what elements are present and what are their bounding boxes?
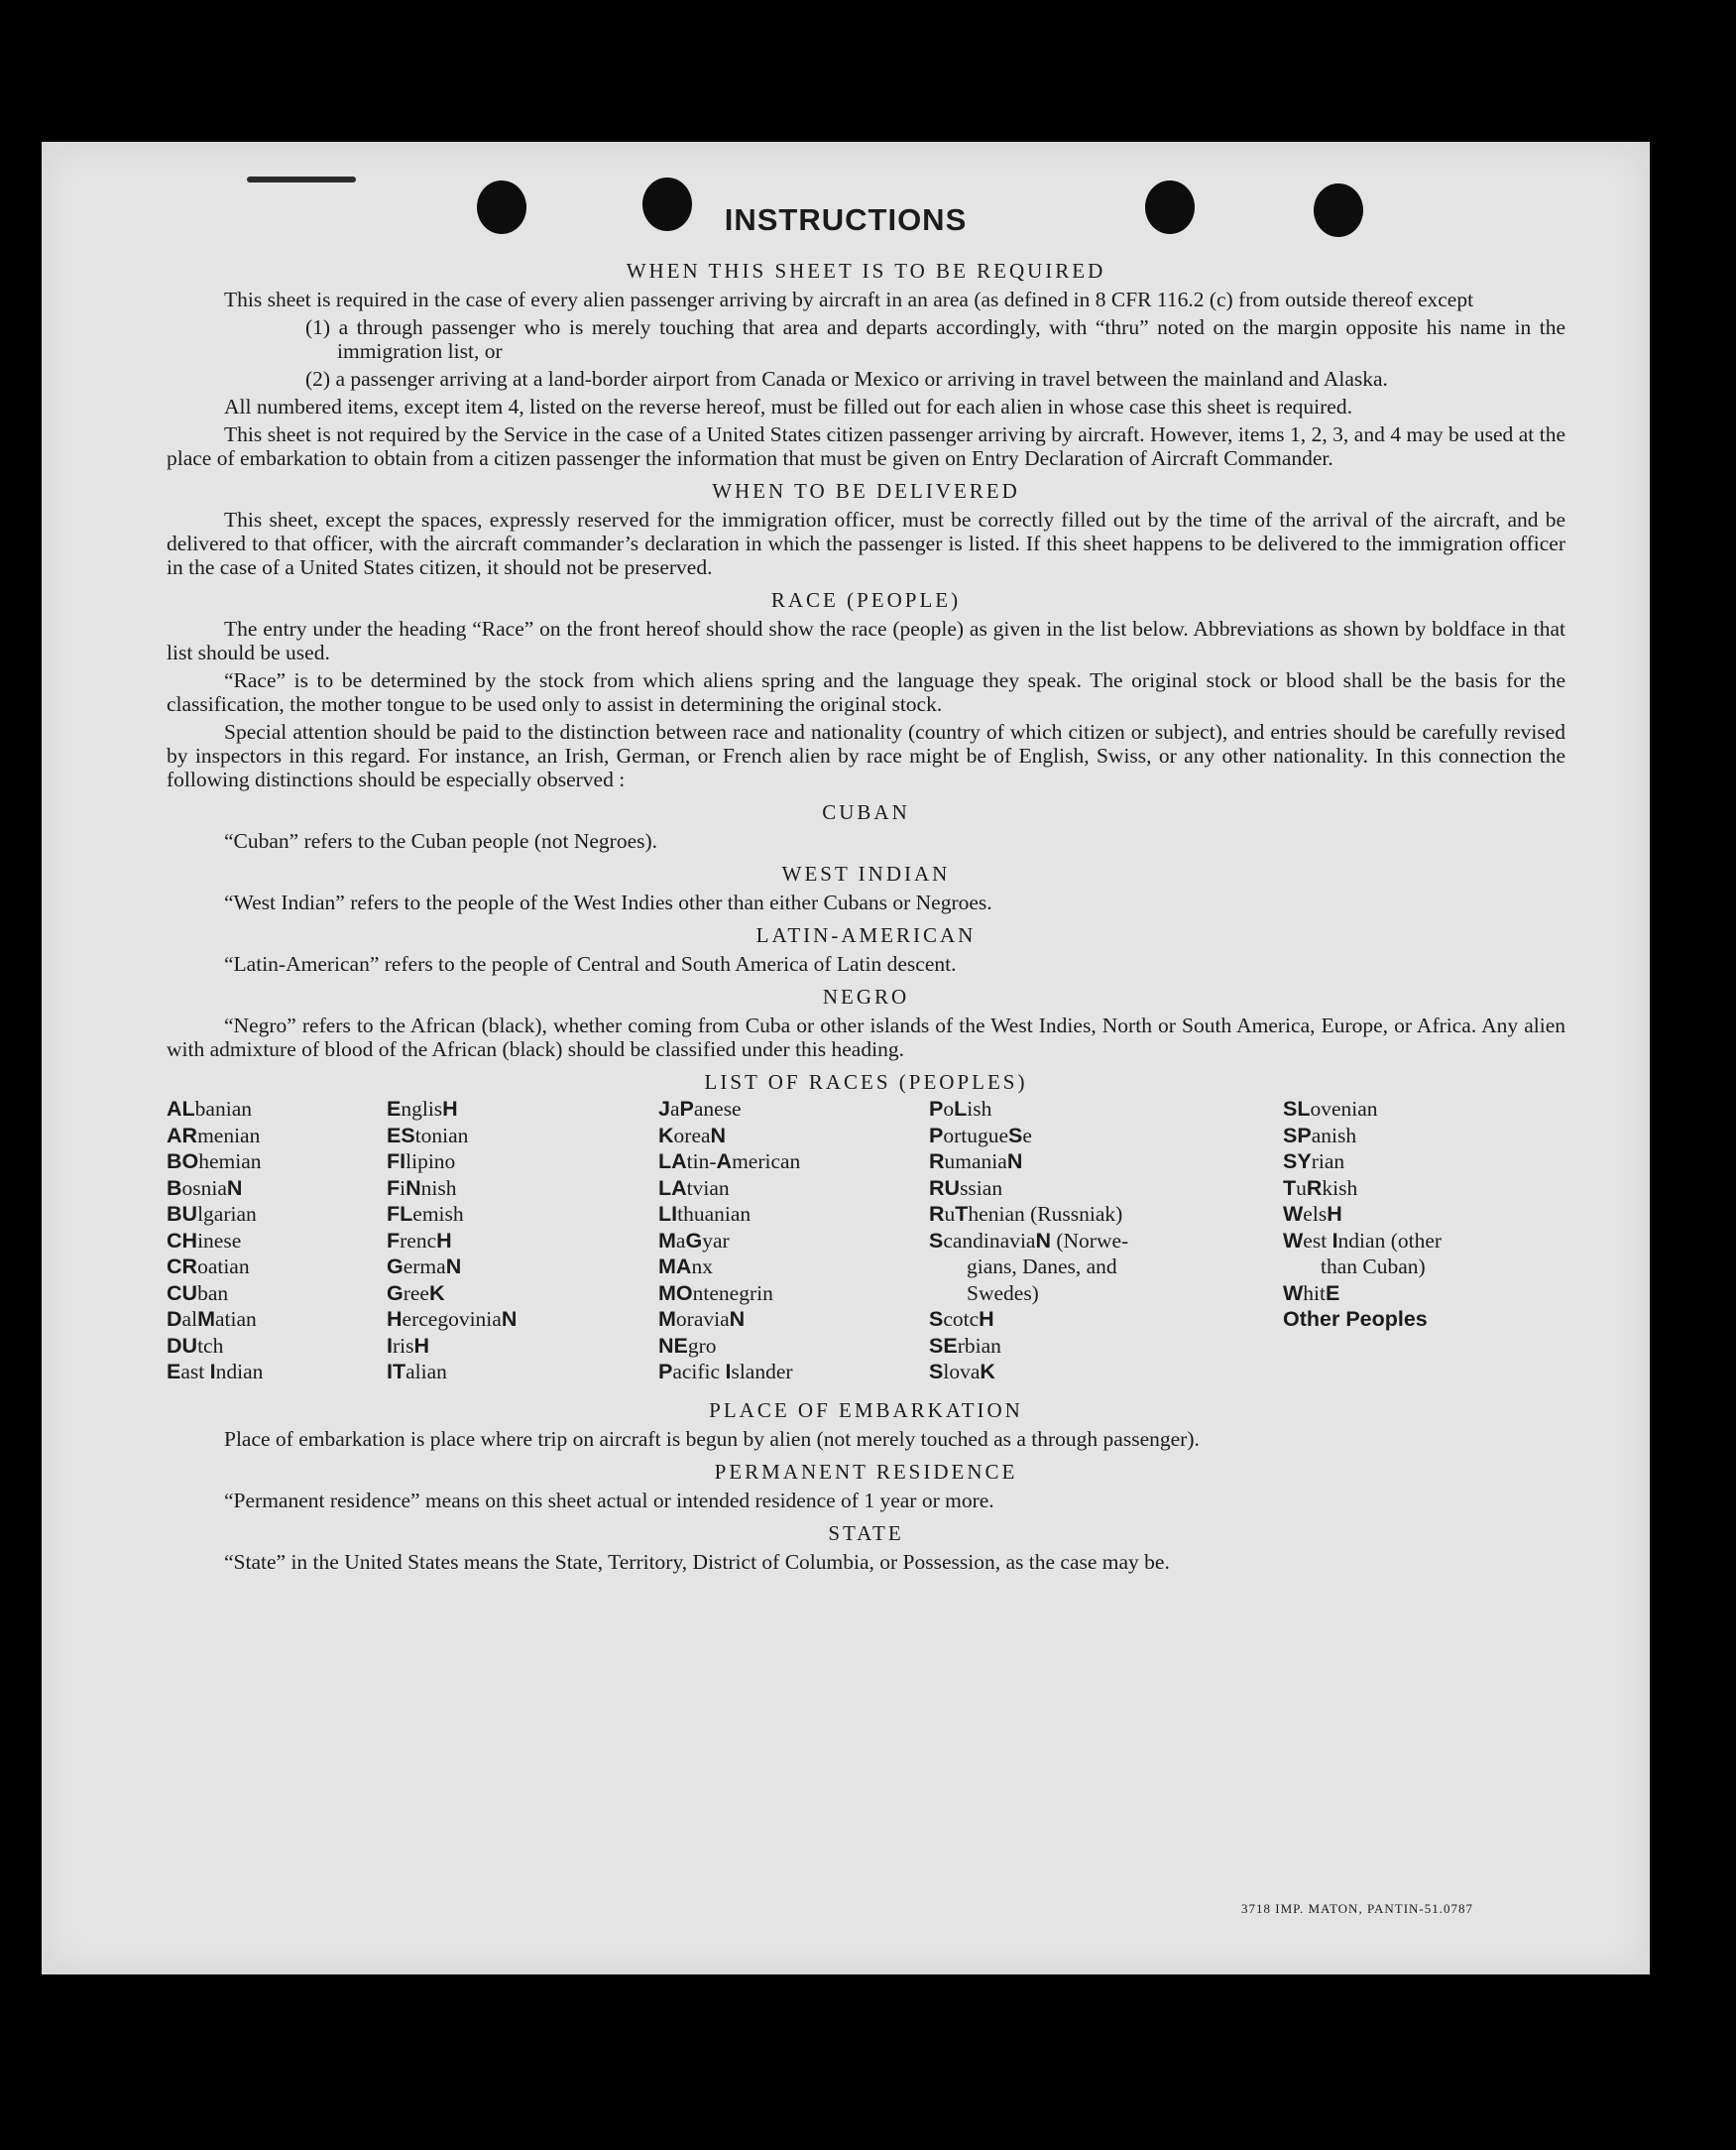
heading-negro: NEGRO — [822, 985, 910, 1009]
race-entry: GreeK — [387, 1280, 445, 1305]
races-column — [658, 1096, 800, 1385]
heading-residence: PERMANENT RESIDENCE — [714, 1460, 1018, 1484]
paragraph: “Race” is to be determined by the stock from which aliens spring and the language they speak. The original stock or blood shall be the basis for the classification, the mother tongue to be used only to assist in determining the original stock. — [167, 668, 1565, 716]
race-entry: Pacific Islander — [658, 1360, 793, 1383]
race-entry: West Indian (other — [1283, 1228, 1443, 1253]
exception-item: (2) a passenger arriving at a land-border airport from Canada or Mexico or arriving in travel between the mainland and Alaska. — [305, 367, 1388, 391]
races-list — [167, 1096, 1565, 1389]
exception-item: (1) a through passenger who is merely touching that area and departs accordingly, with “thru” noted on the margin opposite his name in the immigration list, or — [305, 315, 1565, 363]
race-entry: CHinese — [167, 1228, 242, 1253]
race-entry: than Cuban) — [1321, 1254, 1426, 1278]
printer-imprint: 3718 IMP. MATON, PANTIN-51.0787 — [1241, 1901, 1473, 1916]
ink-smudge — [247, 177, 356, 182]
race-entry: RuThenian (Russniak) — [929, 1202, 1123, 1226]
paragraph: This sheet, except the spaces, expressly reserved for the immigration officer, must be correctly filled out by the time of the arrival of the aircraft, and be delivered to that officer, with the aircraft commander’s declaration in which the passenger is listed. If this sheet happens to be delivered to the immigration officer in the case of a United States citizen, it should not be preserved. — [167, 508, 1565, 579]
heading-delivered: WHEN TO BE DELIVERED — [712, 479, 1020, 503]
race-entry: MoraviaN — [658, 1307, 746, 1331]
race-entry: CRoatian — [167, 1254, 250, 1278]
race-entry: GermaN — [387, 1254, 462, 1278]
race-entry: JaPanese — [658, 1097, 742, 1121]
race-entry: SErbian — [929, 1333, 1001, 1358]
race-entry: SYrian — [1283, 1149, 1345, 1173]
race-entry: HercegoviniaN — [387, 1307, 518, 1331]
race-entry: BOhemian — [167, 1149, 262, 1173]
race-entry: IrisH — [387, 1333, 430, 1358]
race-entry: FLemish — [387, 1202, 464, 1226]
heading-embarkation: PLACE OF EMBARKATION — [709, 1398, 1023, 1422]
definition: “Cuban” refers to the Cuban people (not Negroes). — [224, 829, 658, 853]
race-entry: BUlgarian — [167, 1202, 257, 1226]
race-entry: DUtch — [167, 1333, 224, 1358]
race-entry: WelsH — [1283, 1202, 1342, 1226]
race-entry: Other Peoples — [1283, 1307, 1428, 1331]
paragraph: Special attention should be paid to the distinction between race and nationality (country of which citizen or subject), and entries should be carefully revised by inspectors in this regard. For instance, an Irish, German, or French alien by race might be of English, Swiss, or any other nationality. In this connection the following distinctions should be especially observed : — [167, 720, 1565, 791]
heading-west-indian: WEST INDIAN — [781, 862, 951, 886]
race-entry: FIlipino — [387, 1149, 456, 1173]
race-entry: LAtin-American — [658, 1149, 801, 1173]
race-entry: SLovenian — [1283, 1097, 1378, 1121]
race-entry: ARmenian — [167, 1123, 261, 1147]
heading-state: STATE — [828, 1521, 904, 1545]
race-entry: WhitE — [1283, 1280, 1340, 1305]
race-entry: PortugueSe — [929, 1123, 1032, 1147]
races-column — [167, 1096, 263, 1385]
paragraph: This sheet is not required by the Service in the case of a United States citizen passenger arriving by aircraft. However, items 1, 2, 3, and 4 may be used at the place of embarkation to obtain from a citizen passenger the information that must be given on Entry Declaration of Aircraft Commander. — [167, 422, 1565, 470]
paragraph: All numbered items, except item 4, listed on the reverse hereof, must be filled out for each alien in whose case this sheet is required. — [224, 395, 1352, 418]
heading-list-of-races: LIST OF RACES (PEOPLES) — [704, 1070, 1028, 1094]
race-entry: Swedes) — [967, 1280, 1039, 1305]
race-entry: DalMatian — [167, 1307, 257, 1331]
race-entry: ScotcH — [929, 1307, 994, 1331]
definition: Place of embarkation is place where trip on aircraft is begun by alien (not merely touched as a through passenger). — [224, 1427, 1200, 1451]
race-entry: MaGyar — [658, 1228, 730, 1253]
definition: “Permanent residence” means on this sheet actual or intended residence of 1 year or more. — [224, 1489, 994, 1512]
instructions-body — [167, 250, 1565, 1578]
definition: “Latin-American” refers to the people of Central and South America of Latin descent. — [224, 952, 957, 976]
races-column — [387, 1096, 517, 1385]
definition: “Negro” refers to the African (black), whether coming from Cuba or other islands of the West Indies, North or South America, Europe, or Africa. Any alien with admixture of blood of the African (black) should be classified under this heading. — [167, 1014, 1565, 1061]
race-entry: PoLish — [929, 1097, 992, 1121]
definition: “State” in the United States means the State, Territory, District of Columbia, or Possession, as the case may be. — [224, 1550, 1170, 1574]
race-entry: LIthuanian — [658, 1202, 752, 1226]
race-entry: ALbanian — [167, 1097, 252, 1121]
race-entry: East Indian — [167, 1360, 264, 1383]
races-column — [1283, 1096, 1442, 1333]
paragraph: The entry under the heading “Race” on the front hereof should show the race (people) as given in the list below. Abbreviations as shown by boldface in that list should be used. — [167, 617, 1565, 664]
race-entry: MOntenegrin — [658, 1280, 773, 1305]
race-entry: KoreaN — [658, 1123, 727, 1147]
race-entry: RumaniaN — [929, 1149, 1023, 1173]
race-entry: BosniaN — [167, 1175, 243, 1200]
race-entry: TuRkish — [1283, 1175, 1358, 1200]
heading-cuban: CUBAN — [822, 800, 910, 824]
race-entry: NEgro — [658, 1333, 717, 1358]
race-entry: ITalian — [387, 1360, 447, 1383]
race-entry: MAnx — [658, 1254, 713, 1278]
race-entry: SlovaK — [929, 1360, 995, 1383]
race-entry: FiNnish — [387, 1175, 457, 1200]
race-entry: EnglisH — [387, 1097, 458, 1121]
race-entry: EStonian — [387, 1123, 469, 1147]
page-title: INSTRUCTIONS — [724, 202, 968, 237]
race-entry: FrencH — [387, 1228, 452, 1253]
race-entry: ScandinaviaN (Norwe- — [929, 1228, 1129, 1253]
heading-latin-american: LATIN-AMERICAN — [755, 923, 977, 947]
heading-race: RACE (PEOPLE) — [770, 588, 962, 612]
races-column — [929, 1096, 1128, 1385]
race-entry: LAtvian — [658, 1175, 730, 1200]
document-page — [42, 142, 1650, 1974]
paragraph: This sheet is required in the case of every alien passenger arriving by aircraft in an area (as defined in 8 CFR 116.2 (c) from outside thereof except — [224, 288, 1474, 311]
heading-required: WHEN THIS SHEET IS TO BE REQUIRED — [626, 259, 1106, 283]
race-entry: SPanish — [1283, 1123, 1357, 1147]
definition: “West Indian” refers to the people of the West Indies other than either Cubans or Negroes. — [224, 891, 992, 914]
race-entry: RUssian — [929, 1175, 1003, 1200]
race-entry: CUban — [167, 1280, 229, 1305]
race-entry: gians, Danes, and — [967, 1254, 1117, 1278]
